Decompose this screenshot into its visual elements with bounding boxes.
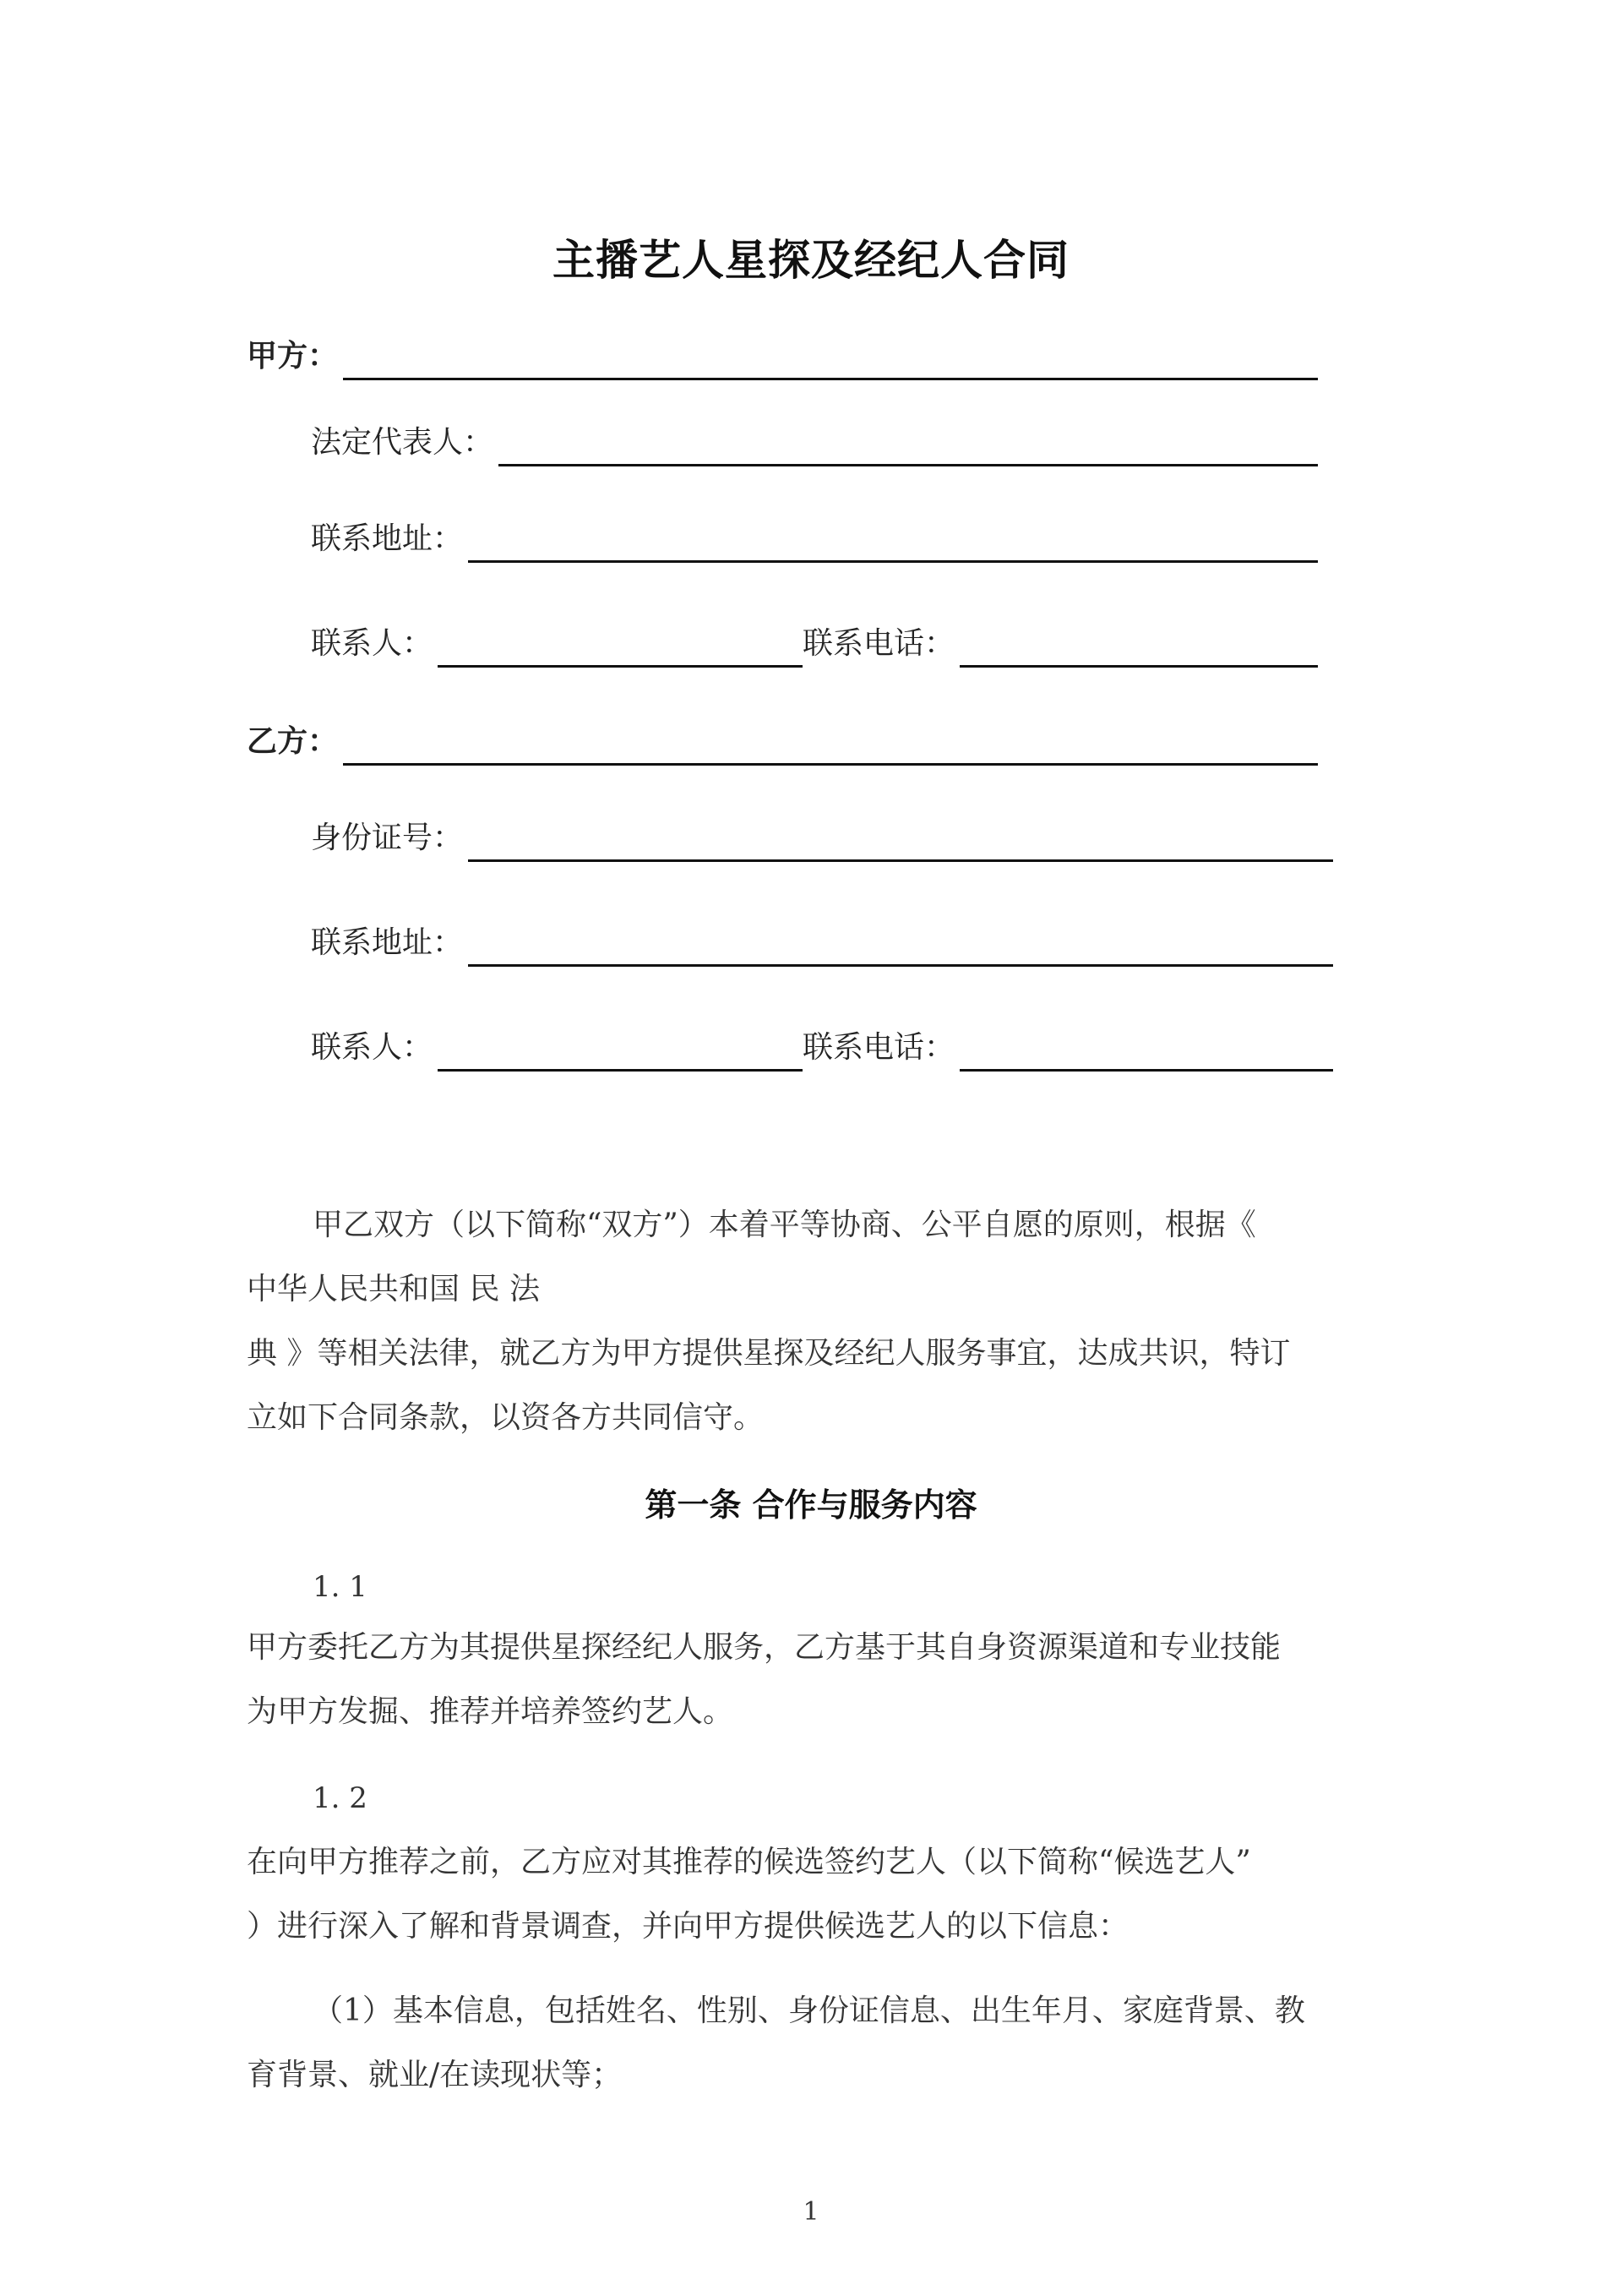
item-1-line-2: 育背景、就业/在读现状等； (247, 2058, 623, 2092)
preamble-line-4: 立如下合同条款，以资各方共同信守。 (247, 1400, 765, 1435)
clause-1-2-text (247, 1830, 1379, 1959)
party-a-field (247, 330, 1318, 380)
page-number: 1 (803, 2197, 819, 2227)
party-b-id-blank[interactable] (468, 817, 1333, 862)
preamble-paragraph (247, 1193, 1379, 1450)
party-a-address-label: 联系地址： (311, 521, 464, 556)
party-b-address-blank[interactable] (468, 922, 1333, 967)
clause-1-1-number: 1. 1 (313, 1570, 367, 1604)
party-a-contact-blank[interactable] (438, 623, 803, 668)
clause-1-1-line-1: 甲方委托乙方为其提供星探经纪人服务，乙方基于其自身资源渠道和专业技能 (247, 1630, 1282, 1665)
party-b-contact-blank[interactable] (438, 1027, 803, 1072)
party-b-id-label: 身份证号： (311, 821, 464, 855)
party-b-phone-field (803, 1021, 1333, 1072)
party-a-contact-field (311, 617, 803, 668)
party-b-address-label: 联系地址： (311, 925, 464, 960)
party-b-address-field (311, 916, 1333, 967)
document-title: 主播艺人星探及经纪人合同 (552, 236, 1070, 285)
clause-1-2-line-1: 在向甲方推荐之前，乙方应对其推荐的候选签约艺人（以下简称“候选艺人” (247, 1845, 1251, 1879)
party-a-blank[interactable] (343, 335, 1318, 380)
clause-1-1-line-2: 为甲方发掘、推荐并培养签约艺人。 (247, 1694, 734, 1729)
party-a-label: 甲方： (247, 339, 339, 374)
legal-rep-blank[interactable] (498, 422, 1318, 466)
party-b-id-field (311, 811, 1333, 862)
clause-1-2-number: 1. 2 (313, 1781, 367, 1815)
clause-1-2-line-2: ）进行深入了解和背景调查，并向甲方提供候选艺人的以下信息： (247, 1909, 1129, 1944)
party-b-phone-label: 联系电话： (803, 1030, 955, 1065)
preamble-line-2-part-a: 中华人民共和国 (247, 1272, 460, 1306)
party-b-label: 乙方： (247, 724, 339, 759)
item-1-line-1: （1）基本信息，包括姓名、性别、身份证信息、出生年月、家庭背景、教 (313, 1993, 1305, 2028)
preamble-line-2-part-c: 法 (509, 1272, 540, 1306)
party-b-contact-field (311, 1021, 803, 1072)
party-a-phone-label: 联系电话： (803, 626, 955, 661)
party-a-phone-blank[interactable] (960, 623, 1318, 668)
clause-1-2-item-1 (247, 1979, 1379, 2108)
preamble-line-2-part-b: 民 (469, 1272, 500, 1306)
party-a-address-blank[interactable] (468, 518, 1318, 563)
preamble-line-1: 甲乙双方（以下简称“双方”）本着平等协商、公平自愿的原则，根据《 (313, 1208, 1256, 1242)
party-b-blank[interactable] (343, 721, 1318, 766)
section-1-heading: 第一条 合作与服务内容 (645, 1486, 977, 1524)
legal-rep-field (311, 416, 1318, 466)
party-a-contact-label: 联系人： (311, 626, 433, 661)
party-b-contact-label: 联系人： (311, 1030, 433, 1065)
preamble-line-2 (247, 1257, 1379, 1322)
preamble-line-3: 典 》等相关法律，就乙方为甲方提供星探及经纪人服务事宜，达成共识，特订 (247, 1336, 1291, 1371)
party-b-phone-blank[interactable] (960, 1027, 1333, 1072)
party-b-field (247, 715, 1318, 766)
party-a-address-field (311, 512, 1318, 563)
clause-1-1-text (247, 1616, 1379, 1744)
party-a-phone-field (803, 617, 1318, 668)
legal-rep-label: 法定代表人： (311, 425, 494, 460)
